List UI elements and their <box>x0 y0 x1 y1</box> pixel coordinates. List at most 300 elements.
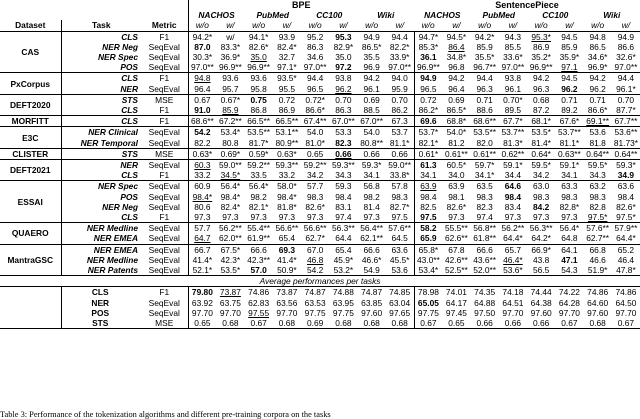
table-row <box>0 105 640 116</box>
score-cell <box>527 202 555 212</box>
score-value: 46.4* <box>503 254 523 265</box>
score-value: 0.59* <box>248 148 269 159</box>
score-cell <box>555 42 583 52</box>
score-value: 66.6 <box>476 244 493 255</box>
score-cell <box>612 62 640 73</box>
score-value: 63.9 <box>420 181 437 192</box>
score-cell <box>414 223 442 234</box>
score-cell <box>499 223 527 234</box>
score-cell <box>188 138 216 149</box>
score-value: 98.4 <box>504 191 522 202</box>
table-row <box>0 181 640 192</box>
score-value: 0.71 <box>561 94 578 105</box>
score-cell <box>329 105 357 116</box>
score-value: 63.92 <box>191 297 213 308</box>
score-cell <box>527 31 555 42</box>
score-cell <box>414 244 442 255</box>
score-value: 34.1 <box>561 170 578 181</box>
dataset-name: CLISTER <box>0 148 61 159</box>
score-cell <box>442 31 470 42</box>
score-cell <box>499 31 527 42</box>
score-value: 97.0** <box>388 62 412 73</box>
score-value: 96.1* <box>616 83 636 94</box>
score-value: 98.4 <box>335 191 352 202</box>
score-cell <box>386 233 414 244</box>
score-cell <box>499 62 527 73</box>
score-value: 95.9 <box>391 83 408 94</box>
score-cell <box>301 31 329 42</box>
score-cell <box>555 160 583 171</box>
score-value: 86.6* <box>587 105 608 116</box>
score-value: 74.85 <box>389 287 411 298</box>
score-cell <box>301 170 329 181</box>
metric-name: F1 <box>141 170 188 181</box>
score-value: 67.6* <box>559 116 580 127</box>
score-cell <box>414 298 442 308</box>
score-cell <box>245 160 273 171</box>
score-value: 83.4 <box>504 201 522 212</box>
score-cell <box>245 318 273 329</box>
score-cell <box>584 298 612 308</box>
score-value: 59.3** <box>275 160 299 171</box>
score-value: 53.7* <box>418 127 439 138</box>
score-value: 0.61** <box>473 148 497 159</box>
score-cell <box>273 255 301 265</box>
score-cell <box>584 265 612 276</box>
score-value: 35.5 <box>363 52 380 63</box>
score-cell <box>329 42 357 52</box>
score-value: 0.67 <box>194 94 211 105</box>
score-value: 82.0 <box>476 137 493 148</box>
score-cell <box>527 181 555 192</box>
score-value: 96.4 <box>448 83 465 94</box>
task-name: NER <box>120 83 138 94</box>
score-cell <box>584 308 612 318</box>
score-cell <box>612 202 640 212</box>
score-cell <box>216 233 244 244</box>
score-cell <box>555 308 583 318</box>
score-value: 83.3* <box>220 41 241 52</box>
score-cell <box>584 170 612 181</box>
score-value: 46.8 <box>306 254 324 265</box>
score-value: 0.75 <box>250 94 267 105</box>
task-name: NER Medline <box>86 254 138 265</box>
dataset-name: MORFITT <box>0 116 61 127</box>
score-cell <box>301 127 329 138</box>
score-cell <box>584 192 612 202</box>
header-blank <box>0 0 188 10</box>
score-cell <box>471 244 499 255</box>
score-value: 34.1* <box>474 170 495 181</box>
model-header: CC100 <box>316 10 343 21</box>
score-cell <box>386 94 414 105</box>
score-value: 60.9 <box>194 181 211 192</box>
score-cell <box>471 73 499 84</box>
score-value: 66.9* <box>531 244 551 255</box>
model-header: Wiki <box>377 10 395 21</box>
score-cell <box>386 223 414 234</box>
metric-name: SeqEval <box>141 138 188 149</box>
average-row <box>0 318 640 329</box>
metric-name: F1 <box>141 116 188 127</box>
score-value: 97.70 <box>615 307 637 318</box>
score-value: 94.2 <box>589 73 606 84</box>
score-value: 0.72* <box>305 94 325 105</box>
score-value: 93.6 <box>250 73 267 84</box>
score-value: 97.3 <box>561 212 578 223</box>
score-cell <box>188 116 216 127</box>
score-value: 53.4* <box>220 127 241 138</box>
score-cell <box>584 52 612 62</box>
score-value: 96.9* <box>587 62 608 73</box>
score-cell <box>245 298 273 308</box>
score-value: 52.1* <box>192 265 213 276</box>
score-cell <box>584 255 612 265</box>
score-value: 63.2 <box>589 181 606 192</box>
score-value: 87.7* <box>616 105 636 116</box>
table-row <box>0 52 640 62</box>
score-value: 74.86 <box>248 287 270 298</box>
dataset-name: ESSAI <box>0 181 61 223</box>
score-cell <box>471 148 499 159</box>
score-cell <box>471 52 499 62</box>
score-value: 33.2 <box>278 170 296 181</box>
score-cell <box>555 31 583 42</box>
score-value: 66.6 <box>363 244 380 255</box>
score-cell <box>216 244 244 255</box>
score-value: 54.0 <box>363 127 380 138</box>
score-cell <box>188 170 216 181</box>
score-value: 33.8* <box>389 170 410 181</box>
score-value: 81.8 <box>589 137 606 148</box>
score-cell <box>527 287 555 298</box>
average-row <box>0 287 640 298</box>
score-cell <box>414 233 442 244</box>
score-cell <box>188 52 216 62</box>
score-cell <box>216 160 244 171</box>
score-value: 98.3 <box>533 191 550 202</box>
score-cell <box>612 181 640 192</box>
score-value: 59.2** <box>247 160 271 171</box>
score-value: 0.64* <box>531 148 551 159</box>
score-cell <box>329 73 357 84</box>
score-cell <box>216 127 244 138</box>
task-name: CLS <box>121 212 138 223</box>
score-cell <box>555 223 583 234</box>
score-cell <box>612 84 640 95</box>
score-value: 67.2** <box>218 116 242 127</box>
score-cell <box>301 160 329 171</box>
score-value: 97.1* <box>277 62 297 73</box>
score-value: 51.9* <box>587 265 608 276</box>
score-value: 68.6** <box>190 116 214 127</box>
score-value: 97.0** <box>614 62 638 73</box>
score-cell <box>499 94 527 105</box>
task-name: NER <box>61 160 141 171</box>
score-value: 81.7* <box>248 137 269 148</box>
score-value: 97.55 <box>248 307 270 318</box>
score-value: 95.5 <box>278 83 296 94</box>
score-cell <box>386 244 414 255</box>
score-value: 82.7* <box>389 201 410 212</box>
score-cell <box>584 181 612 192</box>
score-cell <box>386 308 414 318</box>
score-cell <box>612 138 640 149</box>
score-value: 85.5 <box>504 41 522 52</box>
score-value: 82.8* <box>559 201 580 212</box>
score-value: 0.61* <box>418 148 439 159</box>
score-cell <box>386 73 414 84</box>
score-value: 89.5 <box>504 105 522 116</box>
score-value: 69.6 <box>420 116 437 127</box>
score-value: 35.9* <box>559 52 580 63</box>
score-cell <box>612 170 640 181</box>
score-cell <box>499 42 527 52</box>
score-value: 43.8 <box>533 254 550 265</box>
score-value: 34.8* <box>446 52 467 63</box>
score-value: 0.64** <box>586 148 610 159</box>
score-value: 97.50 <box>474 307 496 318</box>
score-value: 53.7** <box>501 127 525 138</box>
score-value: 97.2 <box>335 62 352 73</box>
score-cell <box>414 94 442 105</box>
score-value: 0.72 <box>420 94 437 105</box>
score-value: 64.5 <box>391 233 408 244</box>
score-cell <box>273 62 301 73</box>
score-value: 68.8* <box>446 116 467 127</box>
score-value: 82.4* <box>277 41 297 52</box>
score-value: 0.66 <box>533 318 550 329</box>
score-value: 74.88 <box>332 287 354 298</box>
score-value: 0.70 <box>391 94 408 105</box>
score-cell <box>301 202 329 212</box>
score-value: 97.5* <box>616 212 636 223</box>
score-cell <box>301 138 329 149</box>
score-cell <box>188 192 216 202</box>
score-cell <box>442 160 470 171</box>
score-cell <box>245 94 273 105</box>
score-value: 97.3 <box>504 212 522 223</box>
score-value: 96.2 <box>335 83 352 94</box>
score-value: 73.87 <box>276 287 298 298</box>
score-cell <box>301 94 329 105</box>
score-value: 97.0** <box>501 62 525 73</box>
table-row <box>0 223 640 234</box>
score-value: 32.7 <box>278 52 296 63</box>
score-value: 94.4 <box>306 73 324 84</box>
score-cell <box>584 202 612 212</box>
score-value: 74.01 <box>445 287 467 298</box>
score-cell <box>273 52 301 62</box>
average-blank <box>0 318 61 329</box>
score-value: 59.1* <box>559 160 580 171</box>
task-name: POS <box>91 307 110 318</box>
score-cell <box>329 233 357 244</box>
score-value: 0.70 <box>335 94 352 105</box>
score-value: 59.1* <box>503 160 523 171</box>
score-cell <box>584 73 612 84</box>
score-value: 74.18 <box>502 287 524 298</box>
score-value: 66.6 <box>250 244 267 255</box>
score-cell <box>414 116 442 127</box>
dataset-name: QUAERO <box>0 223 61 244</box>
score-value: 35.2* <box>531 52 551 63</box>
score-value: 53.5* <box>220 265 241 276</box>
score-value: 59.2** <box>303 160 327 171</box>
score-cell <box>329 298 357 308</box>
score-cell <box>414 212 442 223</box>
score-value: 97.3 <box>194 212 211 223</box>
score-cell <box>499 160 527 171</box>
score-cell <box>527 233 555 244</box>
score-value: 53.4* <box>418 265 439 276</box>
score-value: 96.9** <box>529 62 553 73</box>
score-value: 96.9** <box>416 62 440 73</box>
score-value: 57.6** <box>388 223 412 234</box>
score-value: 65.2 <box>617 244 635 255</box>
score-value: 34.0 <box>448 170 465 181</box>
score-value: 34.1 <box>420 170 437 181</box>
score-cell <box>301 42 329 52</box>
score-value: 82.1* <box>248 201 269 212</box>
score-cell <box>414 52 442 62</box>
score-value: 59.7* <box>474 160 495 171</box>
score-cell <box>301 62 329 73</box>
score-value: 74.87 <box>361 287 383 298</box>
score-cell <box>471 138 499 149</box>
header-blank-2 <box>0 10 188 20</box>
score-cell <box>273 318 301 329</box>
score-value: 53.6 <box>589 127 606 138</box>
score-cell <box>527 94 555 105</box>
score-value: 53.6** <box>614 127 638 138</box>
table-row <box>0 31 640 42</box>
score-cell <box>612 255 640 265</box>
score-value: 64.4 <box>335 233 352 244</box>
score-cell <box>329 170 357 181</box>
score-cell <box>358 116 386 127</box>
score-value: 69.1** <box>586 116 610 127</box>
score-cell <box>273 192 301 202</box>
score-value: 0.63* <box>277 148 297 159</box>
score-value: 63.75 <box>219 297 241 308</box>
dataset-name: CAS <box>0 31 61 73</box>
score-cell <box>273 31 301 42</box>
score-cell <box>471 62 499 73</box>
score-cell <box>612 160 640 171</box>
score-value: 54.0 <box>306 127 324 138</box>
score-cell <box>329 31 357 42</box>
score-value: 86.6 <box>617 41 635 52</box>
score-value: 88.5 <box>363 105 380 116</box>
dataset-column-header: Dataset <box>0 20 61 31</box>
score-cell <box>386 84 414 95</box>
metric-name: SeqEval <box>141 52 188 62</box>
score-value: 53.1** <box>275 127 299 138</box>
task-name: CLS <box>61 287 141 298</box>
score-value: 61.9** <box>247 233 271 244</box>
score-cell <box>584 287 612 298</box>
score-value: 41.4* <box>192 254 213 265</box>
score-cell <box>386 298 414 308</box>
score-value: 60.5* <box>446 160 467 171</box>
score-value: 80.8** <box>360 137 384 148</box>
score-cell <box>386 148 414 159</box>
score-cell <box>386 192 414 202</box>
score-value: 34.9 <box>617 170 635 181</box>
task-name: NER Medline <box>61 223 141 234</box>
score-value: 85.9 <box>561 41 578 52</box>
score-value: 97.60 <box>361 307 383 318</box>
score-value: 56.3** <box>529 223 553 234</box>
score-cell <box>471 255 499 265</box>
score-value: 63.6 <box>391 244 408 255</box>
score-value: 35.5* <box>474 52 495 63</box>
score-value: 91.0 <box>194 105 211 116</box>
metric-name: F1 <box>141 105 188 116</box>
score-cell <box>245 116 273 127</box>
task-name: POS <box>120 62 138 73</box>
score-cell <box>245 52 273 62</box>
score-value: 96.8 <box>448 62 465 73</box>
model-header: CC100 <box>542 10 569 21</box>
score-cell <box>216 265 244 276</box>
with-header: w/ <box>395 20 405 31</box>
score-value: 0.64** <box>614 148 638 159</box>
score-value: 95.7 <box>222 83 239 94</box>
score-cell <box>216 192 244 202</box>
score-cell <box>555 212 583 223</box>
score-cell <box>273 181 301 192</box>
score-value: w/ <box>226 31 235 42</box>
task-name: CLS <box>121 170 138 181</box>
score-cell <box>329 223 357 234</box>
score-value: 0.65 <box>306 148 324 159</box>
score-cell <box>329 308 357 318</box>
score-cell <box>527 244 555 255</box>
score-cell <box>273 308 301 318</box>
score-value: 97.45 <box>445 307 467 318</box>
score-cell <box>414 265 442 276</box>
score-value: 96.7** <box>473 62 497 73</box>
score-cell <box>358 181 386 192</box>
score-value: 0.67* <box>220 94 241 105</box>
score-value: 86.6* <box>305 105 325 116</box>
without-header: w/o <box>308 20 322 31</box>
score-cell <box>358 148 386 159</box>
score-value: 67.4** <box>303 116 327 127</box>
average-blank <box>0 308 61 318</box>
score-value: 81.8* <box>277 201 297 212</box>
score-cell <box>527 84 555 95</box>
score-cell <box>301 287 329 298</box>
score-value: 97.3 <box>278 212 296 223</box>
score-cell <box>499 202 527 212</box>
score-cell <box>471 287 499 298</box>
score-value: 0.71 <box>476 94 493 105</box>
score-value: 97.70 <box>502 307 524 318</box>
score-value: 65.4 <box>335 244 352 255</box>
score-value: 42.3** <box>247 254 271 265</box>
score-value: 97.3 <box>222 212 239 223</box>
score-cell <box>442 233 470 244</box>
score-value: 94.8 <box>194 73 211 84</box>
score-value: 82.1* <box>418 137 439 148</box>
score-cell <box>188 265 216 276</box>
score-value: 0.66 <box>504 318 522 329</box>
score-cell <box>499 170 527 181</box>
score-value: 74.86 <box>587 287 609 298</box>
